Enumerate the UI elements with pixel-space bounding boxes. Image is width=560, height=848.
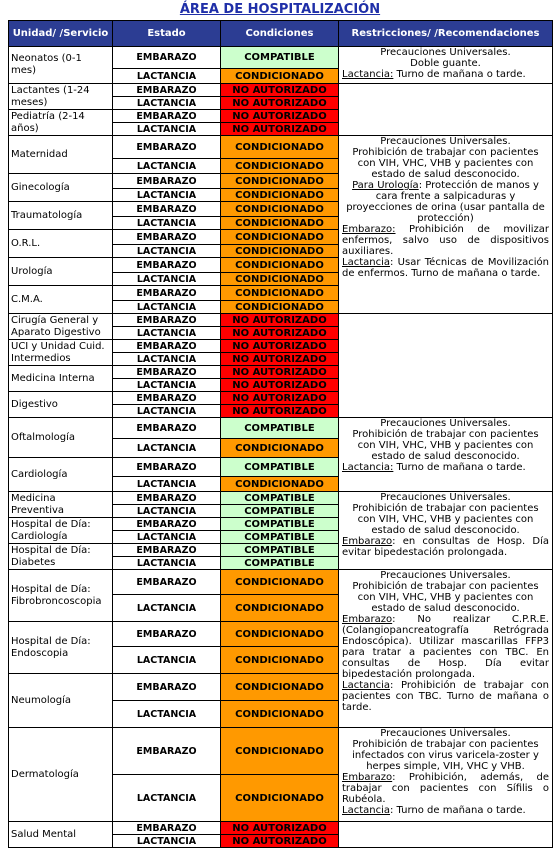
restriction-line [342, 58, 549, 69]
condition-badge: NO AUTORIZADO [221, 835, 339, 848]
header-state: Estado [113, 21, 221, 47]
state-cell: EMBARAZO [113, 174, 221, 189]
restriction-label: Embarazo [342, 772, 393, 783]
table-row [9, 47, 553, 69]
state-cell: EMBARAZO [113, 518, 221, 531]
restriction-line [342, 418, 549, 429]
page-title: ÁREA DE HOSPITALIZACIÓN [179, 2, 381, 17]
state-cell: LACTANCIA [113, 439, 221, 458]
unit-name: Urología [9, 258, 113, 286]
header-row [9, 21, 553, 47]
restriction-text: Prohibición de trabajar con pacientes infectados con virus varicela-zoster y herpes simple, VIH, VHC y VHB. [352, 739, 539, 772]
condition-badge: NO AUTORIZADO [221, 822, 339, 835]
restriction-line [342, 147, 549, 180]
restriction-text: Prohibición de trabajar con pacientes con VIH, VHC, VHB y pacientes con estado de salud desconocido. [352, 429, 539, 462]
unit-name: Hospital de Día: Diabetes [9, 544, 113, 570]
condition-badge: NO AUTORIZADO [221, 379, 339, 392]
restriction-line [342, 614, 549, 680]
restriction-label: Lactancia [342, 257, 390, 268]
unit-name: Oftalmología [9, 418, 113, 458]
condition-badge: CONDICIONADO [221, 286, 339, 301]
restrictions-cell [339, 84, 553, 136]
state-cell: LACTANCIA [113, 531, 221, 544]
state-cell: EMBARAZO [113, 230, 221, 245]
state-cell: LACTANCIA [113, 505, 221, 518]
hospitalization-table [8, 20, 553, 848]
restriction-label: Lactancia: [342, 462, 394, 473]
condition-badge: COMPATIBLE [221, 418, 339, 439]
restrictions-cell [339, 136, 553, 314]
restriction-line [342, 805, 549, 816]
restriction-text: : No realizar C.P.R.E. (Colangiopancreatografía Retrógrada Endoscópica). Utilizar mascarillas FFP3 para tratar a pacientes con TBC. En consultas de Hosp. Día evitar bipedestación prolongada. [342, 614, 549, 680]
condition-badge: NO AUTORIZADO [221, 84, 339, 97]
restriction-text: Turno de mañana o tarde. [393, 69, 526, 80]
state-cell: LACTANCIA [113, 123, 221, 136]
unit-name: Hospital de Día: Fibrobroncoscopia [9, 570, 113, 622]
condition-badge: CONDICIONADO [221, 245, 339, 258]
unit-name: O.R.L. [9, 230, 113, 258]
unit-name: Hospital de Día: Cardiología [9, 518, 113, 544]
state-cell: LACTANCIA [113, 245, 221, 258]
restriction-line [342, 136, 549, 147]
state-cell: LACTANCIA [113, 775, 221, 822]
unit-name: Medicina Preventiva [9, 492, 113, 518]
condition-badge: CONDICIONADO [221, 159, 339, 174]
restriction-label: Embarazo [342, 536, 393, 547]
state-cell: LACTANCIA [113, 273, 221, 286]
restriction-text: Prohibición de trabajar con pacientes con VIH, VHC, VHB y pacientes con estado de salud desconocido. [352, 503, 539, 536]
state-cell: EMBARAZO [113, 84, 221, 97]
restrictions-cell [339, 570, 553, 728]
state-cell: EMBARAZO [113, 392, 221, 405]
table-row [9, 822, 553, 835]
restriction-line [342, 462, 549, 473]
table-row [9, 136, 553, 159]
condition-badge: CONDICIONADO [221, 301, 339, 314]
condition-badge: NO AUTORIZADO [221, 353, 339, 366]
restriction-text: Prohibición de trabajar con pacientes con VIH, VHC, VHB y pacientes con estado de salud desconocido. [352, 147, 539, 180]
restriction-text: Precauciones Universales. [380, 492, 511, 503]
state-cell: LACTANCIA [113, 159, 221, 174]
condition-badge: CONDICIONADO [221, 217, 339, 230]
state-cell: LACTANCIA [113, 835, 221, 848]
condition-badge: CONDICIONADO [221, 258, 339, 273]
condition-badge: COMPATIBLE [221, 544, 339, 557]
restriction-line [342, 581, 549, 614]
condition-badge: NO AUTORIZADO [221, 327, 339, 340]
state-cell: LACTANCIA [113, 69, 221, 84]
restriction-text: : Turno de mañana o tarde. [390, 805, 526, 816]
restriction-line [342, 180, 549, 224]
unit-name: Pediatría (2-14 años) [9, 110, 113, 136]
restriction-label: Lactancia [342, 680, 390, 691]
state-cell: EMBARAZO [113, 458, 221, 477]
restrictions-cell [339, 314, 553, 418]
unit-name: Lactantes (1-24 meses) [9, 84, 113, 110]
unit-name: Hospital de Día: Endoscopia [9, 622, 113, 674]
restriction-text: Prohibición de trabajar con pacientes con VIH, VHC, VHB y pacientes con estado de salud desconocido. [352, 581, 539, 614]
state-cell: EMBARAZO [113, 622, 221, 647]
state-cell: LACTANCIA [113, 301, 221, 314]
condition-badge: CONDICIONADO [221, 136, 339, 159]
restriction-line [342, 739, 549, 772]
condition-badge: CONDICIONADO [221, 622, 339, 647]
condition-badge: CONDICIONADO [221, 701, 339, 728]
condition-badge: CONDICIONADO [221, 439, 339, 458]
condition-badge: NO AUTORIZADO [221, 123, 339, 136]
condition-badge: NO AUTORIZADO [221, 340, 339, 353]
condition-badge: COMPATIBLE [221, 505, 339, 518]
state-cell: EMBARAZO [113, 728, 221, 775]
restriction-text: : Prohibición de trabajar con pacientes con TBC. Turno de mañana o tarde. [342, 680, 549, 713]
condition-badge: CONDICIONADO [221, 728, 339, 775]
condition-badge: CONDICIONADO [221, 595, 339, 622]
state-cell: EMBARAZO [113, 47, 221, 69]
state-cell: LACTANCIA [113, 701, 221, 728]
condition-badge: CONDICIONADO [221, 674, 339, 701]
state-cell: EMBARAZO [113, 314, 221, 327]
restrictions-cell [339, 728, 553, 822]
restriction-line [342, 680, 549, 713]
state-cell: EMBARAZO [113, 136, 221, 159]
state-cell: EMBARAZO [113, 286, 221, 301]
restriction-line [342, 69, 549, 80]
table-row [9, 492, 553, 505]
condition-badge: NO AUTORIZADO [221, 392, 339, 405]
restriction-line [342, 257, 549, 279]
unit-name: Neonatos (0-1 mes) [9, 47, 113, 84]
condition-badge: COMPATIBLE [221, 531, 339, 544]
state-cell: LACTANCIA [113, 379, 221, 392]
restriction-label: Embarazo [342, 614, 393, 625]
state-cell: LACTANCIA [113, 595, 221, 622]
table-row [9, 314, 553, 327]
state-cell: EMBARAZO [113, 674, 221, 701]
restriction-text: : en consultas de Hosp. Día evitar bipedestación prolongada. [342, 536, 549, 558]
restriction-text: Precauciones Universales. [380, 418, 511, 429]
header-unit: Unidad/ /Servicio [9, 21, 113, 47]
state-cell: EMBARAZO [113, 258, 221, 273]
restriction-text: Precauciones Universales. [380, 570, 511, 581]
state-cell: LACTANCIA [113, 557, 221, 570]
state-cell: LACTANCIA [113, 97, 221, 110]
unit-name: Digestivo [9, 392, 113, 418]
restriction-label: Para Urología [352, 180, 419, 191]
table-body [9, 47, 553, 848]
restriction-line [342, 728, 549, 739]
state-cell: EMBARAZO [113, 418, 221, 439]
state-cell: EMBARAZO [113, 544, 221, 557]
condition-badge: CONDICIONADO [221, 230, 339, 245]
restriction-label: Lactancia: [342, 69, 394, 80]
restriction-line [342, 47, 549, 58]
restriction-text: : Prohibición, además, de trabajar con pacientes con Sífilis o Rubéola. [342, 772, 549, 805]
restriction-label: Embarazo: [342, 224, 396, 235]
unit-name: C.M.A. [9, 286, 113, 314]
condition-badge: CONDICIONADO [221, 570, 339, 595]
header-conditions: Condiciones [221, 21, 339, 47]
condition-badge: COMPATIBLE [221, 492, 339, 505]
restriction-text: : Usar Técnicas de Movilización de enfermos. Turno de mañana o tarde. [342, 257, 549, 279]
state-cell: EMBARAZO [113, 822, 221, 835]
restriction-line [342, 772, 549, 805]
unit-name: Medicina Interna [9, 366, 113, 392]
restriction-text: Precauciones Universales. [380, 136, 511, 147]
condition-badge: CONDICIONADO [221, 273, 339, 286]
condition-badge: CONDICIONADO [221, 202, 339, 217]
state-cell: LACTANCIA [113, 405, 221, 418]
table-row [9, 84, 553, 97]
state-cell: EMBARAZO [113, 340, 221, 353]
restriction-line [342, 536, 549, 558]
restriction-text: Precauciones Universales. [380, 728, 511, 739]
condition-badge: COMPATIBLE [221, 518, 339, 531]
condition-badge: NO AUTORIZADO [221, 110, 339, 123]
unit-name: Cardiología [9, 458, 113, 492]
restriction-text: Doble guante. [410, 58, 481, 69]
state-cell: LACTANCIA [113, 189, 221, 202]
restriction-line [342, 224, 549, 257]
condition-badge: COMPATIBLE [221, 557, 339, 570]
restriction-text: : Protección de manos y cara frente a salpicaduras y proyecciones de orina (usar pantalla de protección) [346, 180, 545, 224]
state-cell: EMBARAZO [113, 366, 221, 379]
unit-name: Dermatología [9, 728, 113, 822]
state-cell: LACTANCIA [113, 647, 221, 674]
restriction-line [342, 429, 549, 462]
restriction-text: Precauciones Universales. [380, 47, 511, 58]
restrictions-cell [339, 822, 553, 848]
restriction-text: Turno de mañana o tarde. [393, 462, 526, 473]
state-cell: EMBARAZO [113, 202, 221, 217]
state-cell: LACTANCIA [113, 353, 221, 366]
condition-badge: CONDICIONADO [221, 775, 339, 822]
condition-badge: COMPATIBLE [221, 458, 339, 477]
unit-name: UCI y Unidad Cuid. Intermedios [9, 340, 113, 366]
condition-badge: COMPATIBLE [221, 47, 339, 69]
unit-name: Salud Mental [9, 822, 113, 848]
state-cell: LACTANCIA [113, 477, 221, 492]
header-restrictions: Restricciones/ /Recomendaciones [339, 21, 553, 47]
condition-badge: CONDICIONADO [221, 477, 339, 492]
condition-badge: CONDICIONADO [221, 647, 339, 674]
table-row [9, 418, 553, 439]
state-cell: LACTANCIA [113, 327, 221, 340]
unit-name: Neumología [9, 674, 113, 728]
restriction-line [342, 492, 549, 503]
condition-badge: CONDICIONADO [221, 189, 339, 202]
state-cell: EMBARAZO [113, 492, 221, 505]
restrictions-cell [339, 492, 553, 570]
condition-badge: NO AUTORIZADO [221, 314, 339, 327]
table-row [9, 570, 553, 595]
condition-badge: NO AUTORIZADO [221, 366, 339, 379]
state-cell: EMBARAZO [113, 110, 221, 123]
restriction-label: Lactancia [342, 805, 390, 816]
restriction-line [342, 503, 549, 536]
restrictions-cell [339, 418, 553, 492]
state-cell: LACTANCIA [113, 217, 221, 230]
restriction-line [342, 570, 549, 581]
condition-badge: CONDICIONADO [221, 69, 339, 84]
unit-name: Maternidad [9, 136, 113, 174]
unit-name: Cirugía General y Aparato Digestivo [9, 314, 113, 340]
condition-badge: CONDICIONADO [221, 174, 339, 189]
condition-badge: NO AUTORIZADO [221, 405, 339, 418]
table-row [9, 728, 553, 775]
restrictions-cell [339, 47, 553, 84]
restriction-text: Prohibición de movilizar enfermos, salvo uso de dispositivos auxiliares. [342, 224, 549, 257]
unit-name: Traumatología [9, 202, 113, 230]
condition-badge: NO AUTORIZADO [221, 97, 339, 110]
unit-name: Ginecología [9, 174, 113, 202]
state-cell: EMBARAZO [113, 570, 221, 595]
